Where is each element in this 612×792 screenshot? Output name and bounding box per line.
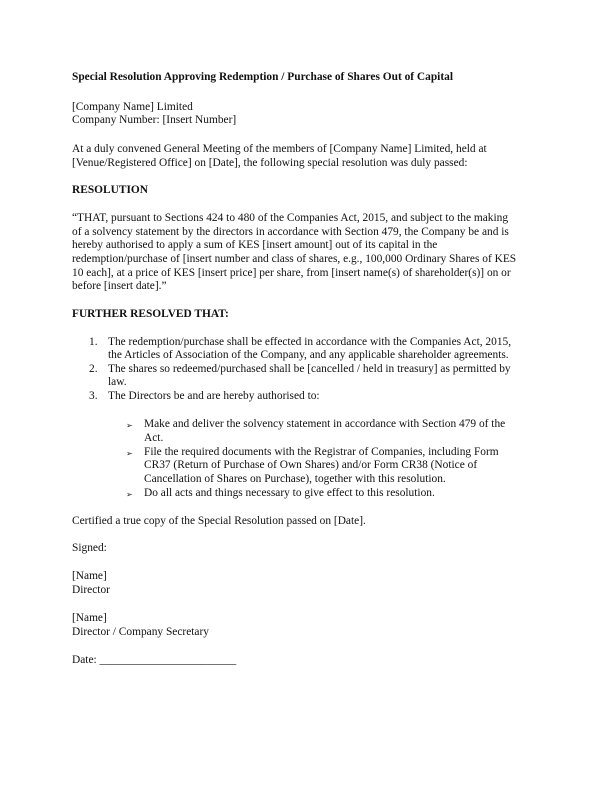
certified-statement: Certified a true copy of the Special Resolution passed on [Date].: [72, 515, 366, 527]
bullet-text: File the required documents with the Registrar of Companies, including Form: [144, 446, 499, 458]
intro-line: At a duly convened General Meeting of the members of [Company Name] Limited, held at: [72, 143, 487, 155]
signatory-role: Director: [72, 584, 110, 596]
company-name: [Company Name] Limited: [72, 101, 193, 113]
resolution-line: “THAT, pursuant to Sections 424 to 480 of the Companies Act, 2015, and subject to the making: [72, 212, 509, 224]
item-number: 3.: [89, 390, 98, 402]
arrowhead-bullet-icon: ➢: [126, 449, 133, 458]
bullet-text: Make and deliver the solvency statement in accordance with Section 479 of the: [144, 418, 506, 430]
item-number: 1.: [89, 336, 98, 348]
signatory-role: Director / Company Secretary: [72, 626, 209, 638]
resolution-line: before [insert date].”: [72, 280, 167, 292]
bullet-text: Cancellation of Shares on Purchase), together with this resolution.: [144, 473, 446, 485]
further-resolved-heading: FURTHER RESOLVED THAT:: [72, 308, 229, 320]
document-title: Special Resolution Approving Redemption / Purchase of Shares Out of Capital: [72, 71, 453, 83]
item-text: The redemption/purchase shall be effected in accordance with the Companies Act, 2015,: [108, 336, 512, 348]
item-text: The Directors be and are hereby authorised to:: [108, 390, 320, 402]
resolution-line: 10 each], at a price of KES [insert price] per share, from [insert name(s) of shareholder(s)] on or: [72, 267, 511, 279]
date-field: [72, 654, 236, 668]
signed-label: Signed:: [72, 542, 107, 554]
item-number: 2.: [89, 363, 98, 375]
item-text: law.: [108, 376, 127, 388]
bullet-text: Act.: [144, 432, 164, 444]
company-number: Company Number: [Insert Number]: [72, 114, 237, 126]
bullet-text: Do all acts and things necessary to give effect to this resolution.: [144, 487, 435, 499]
date-signature-line: ________________________: [99, 654, 237, 666]
resolution-heading: RESOLUTION: [72, 184, 148, 196]
item-text: the Articles of Association of the Company, and any applicable shareholder agreements.: [108, 349, 509, 361]
resolution-line: of a solvency statement by the directors in accordance with Section 479, the Company be and is: [72, 226, 509, 238]
resolution-line: redemption/purchase of [insert number and class of shares, e.g., 100,000 Ordinary Shares of KES: [72, 253, 517, 265]
intro-line: [Venue/Registered Office] on [Date], the following special resolution was duly passed:: [72, 157, 468, 169]
bullet-text: CR37 (Return of Purchase of Own Shares) and/or Form CR38 (Notice of: [144, 459, 478, 471]
signatory-name: [Name]: [72, 612, 107, 624]
signatory-name: [Name]: [72, 570, 107, 582]
arrowhead-bullet-icon: ➢: [126, 421, 133, 430]
item-text: The shares so redeemed/purchased shall be [cancelled / held in treasury] as permitted by: [108, 363, 511, 375]
arrowhead-bullet-icon: ➢: [126, 490, 133, 499]
resolution-line: hereby authorised to apply a sum of KES [insert amount] out of its capital in the: [72, 239, 438, 251]
date-label: Date:: [72, 654, 97, 666]
